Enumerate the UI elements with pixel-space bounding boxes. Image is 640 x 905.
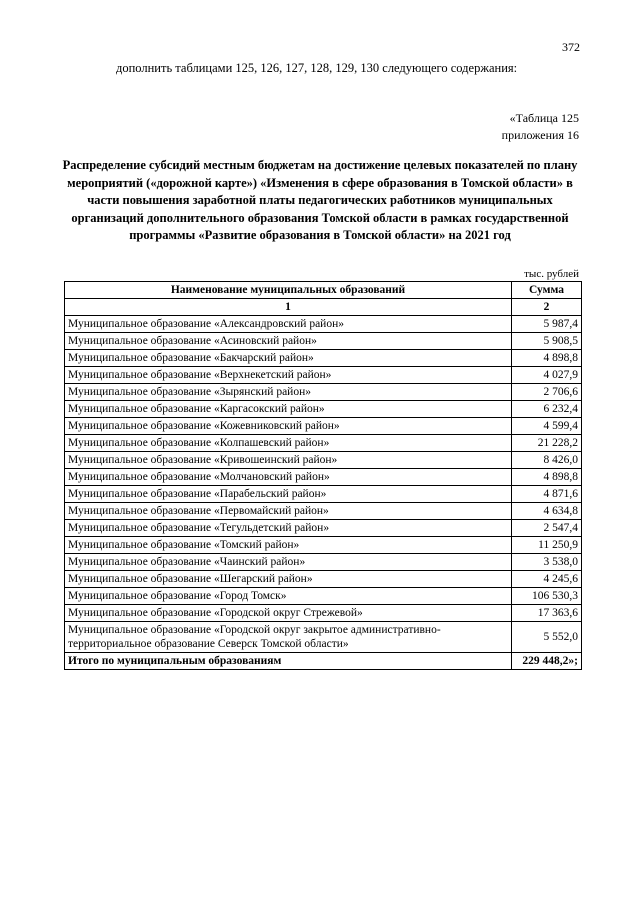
municipality-name: Муниципальное образование «Чаинский район» — [65, 554, 512, 571]
subsidy-sum: 4 245,6 — [512, 571, 582, 588]
municipality-name: Муниципальное образование «Городской округ Стрежевой» — [65, 605, 512, 622]
table-row — [65, 554, 582, 571]
subsidy-sum: 106 530,3 — [512, 588, 582, 605]
subsidy-sum: 17 363,6 — [512, 605, 582, 622]
subsidy-sum: 11 250,9 — [512, 537, 582, 554]
total-row — [65, 653, 582, 670]
municipality-name: Муниципальное образование «Город Томск» — [65, 588, 512, 605]
subsidy-sum: 6 232,4 — [512, 401, 582, 418]
subsidy-sum: 4 599,4 — [512, 418, 582, 435]
subsidy-sum: 5 552,0 — [512, 622, 582, 653]
table-row — [65, 588, 582, 605]
municipality-name: Муниципальное образование «Асиновский район» — [65, 333, 512, 350]
table-row — [65, 537, 582, 554]
table-reference-line-2: приложения 16 — [501, 128, 579, 142]
municipality-name: Муниципальное образование «Тегульдетский район» — [65, 520, 512, 537]
municipality-name: Муниципальное образование «Первомайский район» — [65, 503, 512, 520]
table-reference-line-1: «Таблица 125 — [509, 111, 579, 125]
municipality-name: Муниципальное образование «Колпашевский район» — [65, 435, 512, 452]
subsidy-sum: 3 538,0 — [512, 554, 582, 571]
header-sum: Сумма — [512, 282, 582, 299]
municipality-name: Муниципальное образование «Кривошеинский район» — [65, 452, 512, 469]
table-row — [65, 622, 582, 653]
table-row — [65, 571, 582, 588]
table-row — [65, 316, 582, 333]
column-number-2: 2 — [512, 299, 582, 316]
column-number-row — [65, 299, 582, 316]
document-title: Распределение субсидий местным бюджетам на достижение целевых показателей по плану мероприятий («дорожной карте») «Изменения в сфере образования в Томской области» в части повышения заработной платы педагогических работников муниципальных организаций дополнительного образования Томской области в рамках государственной программы «Развитие образования в Томской области» на 2021 год — [62, 158, 578, 242]
subsidy-sum: 5 908,5 — [512, 333, 582, 350]
subsidy-sum: 4 898,8 — [512, 350, 582, 367]
subsidy-sum: 5 987,4 — [512, 316, 582, 333]
total-sum: 229 448,2»; — [512, 653, 582, 670]
subsidy-sum: 4 871,6 — [512, 486, 582, 503]
table-row — [65, 520, 582, 537]
subsidy-sum: 4 027,9 — [512, 367, 582, 384]
table-row — [65, 452, 582, 469]
subsidy-sum: 8 426,0 — [512, 452, 582, 469]
table-row — [65, 486, 582, 503]
header-name: Наименование муниципальных образований — [65, 282, 512, 299]
table-body — [65, 316, 582, 653]
table-row — [65, 418, 582, 435]
subsidy-table — [64, 281, 582, 670]
table-row — [65, 401, 582, 418]
table-row — [65, 435, 582, 452]
municipality-name: Муниципальное образование «Шегарский район» — [65, 571, 512, 588]
table-row — [65, 469, 582, 486]
column-number-1: 1 — [65, 299, 512, 316]
table-row — [65, 605, 582, 622]
municipality-name: Муниципальное образование «Городской округ закрытое административно-территориальное образование Северск Томской области» — [65, 622, 512, 653]
header-row — [65, 282, 582, 299]
table-row — [65, 367, 582, 384]
municipality-name: Муниципальное образование «Александровский район» — [65, 316, 512, 333]
total-label: Итого по муниципальным образованиям — [65, 653, 512, 670]
table-row — [65, 350, 582, 367]
intro-text: дополнить таблицами 125, 126, 127, 128, 129, 130 следующего содержания: — [116, 61, 518, 75]
subsidy-sum: 21 228,2 — [512, 435, 582, 452]
subsidy-sum: 2 706,6 — [512, 384, 582, 401]
municipality-name: Муниципальное образование «Каргасокский район» — [65, 401, 512, 418]
table-reference — [502, 110, 579, 144]
subsidy-sum: 4 634,8 — [512, 503, 582, 520]
subsidy-sum: 4 898,8 — [512, 469, 582, 486]
municipality-name: Муниципальное образование «Томский район» — [65, 537, 512, 554]
municipality-name: Муниципальное образование «Парабельский район» — [65, 486, 512, 503]
municipality-name: Муниципальное образование «Молчановский район» — [65, 469, 512, 486]
units-label: тыс. рублей — [524, 268, 579, 280]
table-row — [65, 333, 582, 350]
subsidy-sum: 2 547,4 — [512, 520, 582, 537]
municipality-name: Муниципальное образование «Бакчарский район» — [65, 350, 512, 367]
municipality-name: Муниципальное образование «Зырянский район» — [65, 384, 512, 401]
municipality-name: Муниципальное образование «Кожевниковский район» — [65, 418, 512, 435]
municipality-name: Муниципальное образование «Верхнекетский район» — [65, 367, 512, 384]
table-row — [65, 503, 582, 520]
page-number: 372 — [562, 40, 580, 54]
table-row — [65, 384, 582, 401]
